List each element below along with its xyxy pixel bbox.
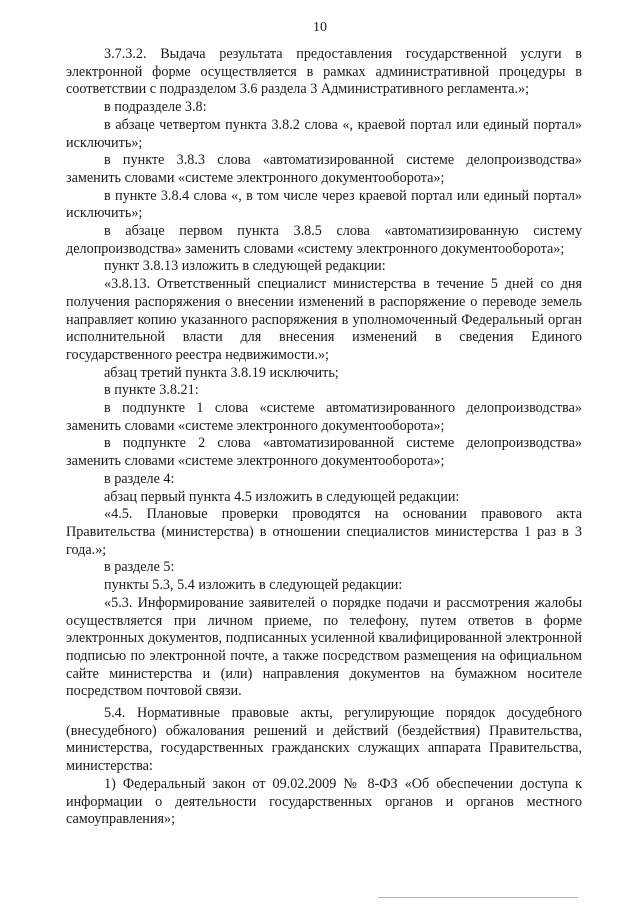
paragraph-item-5-4-text: 5.4. Нормативные правовые акты, регулирующие порядок досудебного (внесудебного) обжалования решений и действий (бездействия) Правительства, министерства, государственных гражданских служащих аппарата Правительства, министерства: bbox=[66, 705, 582, 775]
paragraph-subsection-3-8: в подразделе 3.8: bbox=[104, 99, 207, 116]
paragraph-item-3-8-5: в абзаце первом пункта 3.8.5 слова «автоматизированную систему делопроизводства» заменить словами «систему электронного документооборота»; bbox=[66, 223, 582, 257]
paragraph-section-4: в разделе 4: bbox=[104, 470, 175, 487]
paragraph-3-7-3-2: 3.7.3.2. Выдача результата предоставления государственной услуги в электронной форме осуществляется в рамках административной процедуры в соответствии с подразделом 3.6 раздела 3 Административного регламента.»; bbox=[66, 46, 582, 98]
paragraph-section-5: в разделе 5: bbox=[104, 559, 175, 576]
paragraph-items-5-3-5-4-intro: пункты 5.3, 5.4 изложить в следующей редакции: bbox=[104, 577, 403, 594]
paragraph-item-3-8-2: в абзаце четвертом пункта 3.8.2 слова «, краевой портал или единый портал» исключить»; bbox=[66, 116, 582, 151]
paragraph-item-3-8-19: абзац третий пункта 3.8.19 исключить; bbox=[104, 364, 339, 381]
paragraph-subitem-1: в подпункте 1 слова «системе автоматизированного делопроизводства» заменить словами «системе электронного документооборота»; bbox=[66, 400, 582, 434]
paragraph-item-4-5-text: «4.5. Плановые проверки проводятся на основании правового акта Правительства (министерства) в отношении специалистов министерства 1 раз в 3 года.»; bbox=[66, 506, 582, 558]
paragraph-item-3-8-4: в пункте 3.8.4 слова «, в том числе через краевой портал или единый портал» исключить»; bbox=[66, 187, 582, 222]
paragraph-item-3-8-3: в пункте 3.8.3 слова «автоматизированной системе делопроизводства» заменить словами «системе электронного документооборота»; bbox=[66, 152, 582, 186]
paragraph-item-4-5-intro: абзац первый пункта 4.5 изложить в следующей редакции: bbox=[104, 488, 460, 505]
bottom-divider bbox=[378, 897, 578, 898]
paragraph-law-item-1: 1) Федеральный закон от 09.02.2009 № 8-ФЗ «Об обеспечении доступа к информации о деятельности государственных органов и органов местного самоуправления»; bbox=[66, 775, 582, 828]
paragraph-subitem-2: в подпункте 2 слова «автоматизированной системе делопроизводства» заменить словами «системе электронного документооборота»; bbox=[66, 435, 582, 470]
page-number: 10 bbox=[313, 20, 327, 35]
paragraph-item-3-8-13-intro: пункт 3.8.13 изложить в следующей редакции: bbox=[104, 258, 386, 275]
paragraph-item-3-8-13-text: «3.8.13. Ответственный специалист министерства в течение 5 дней со дня получения распоряжения о внесении изменений в распоряжение о переводе земель направляет копию указанного распоряжения в уполномоченный Федеральный орган исполнительной власти для внесения изменений в сведения Единого государственного реестра недвижимости.»; bbox=[66, 276, 582, 363]
paragraph-item-3-8-21: в пункте 3.8.21: bbox=[104, 382, 199, 399]
paragraph-item-5-3-text: «5.3. Информирование заявителей о порядке подачи и рассмотрения жалобы осуществляется при личном приеме, по телефону, путем ответов в форме электронных документов, подписанных усиленной квалифицированной электронной подписью по электронной почте, а также посредством размещения на официальном сайте министерства и (или) направления документов на бумажном носителе посредством почтовой связи. bbox=[66, 594, 582, 700]
document-body bbox=[66, 46, 582, 829]
